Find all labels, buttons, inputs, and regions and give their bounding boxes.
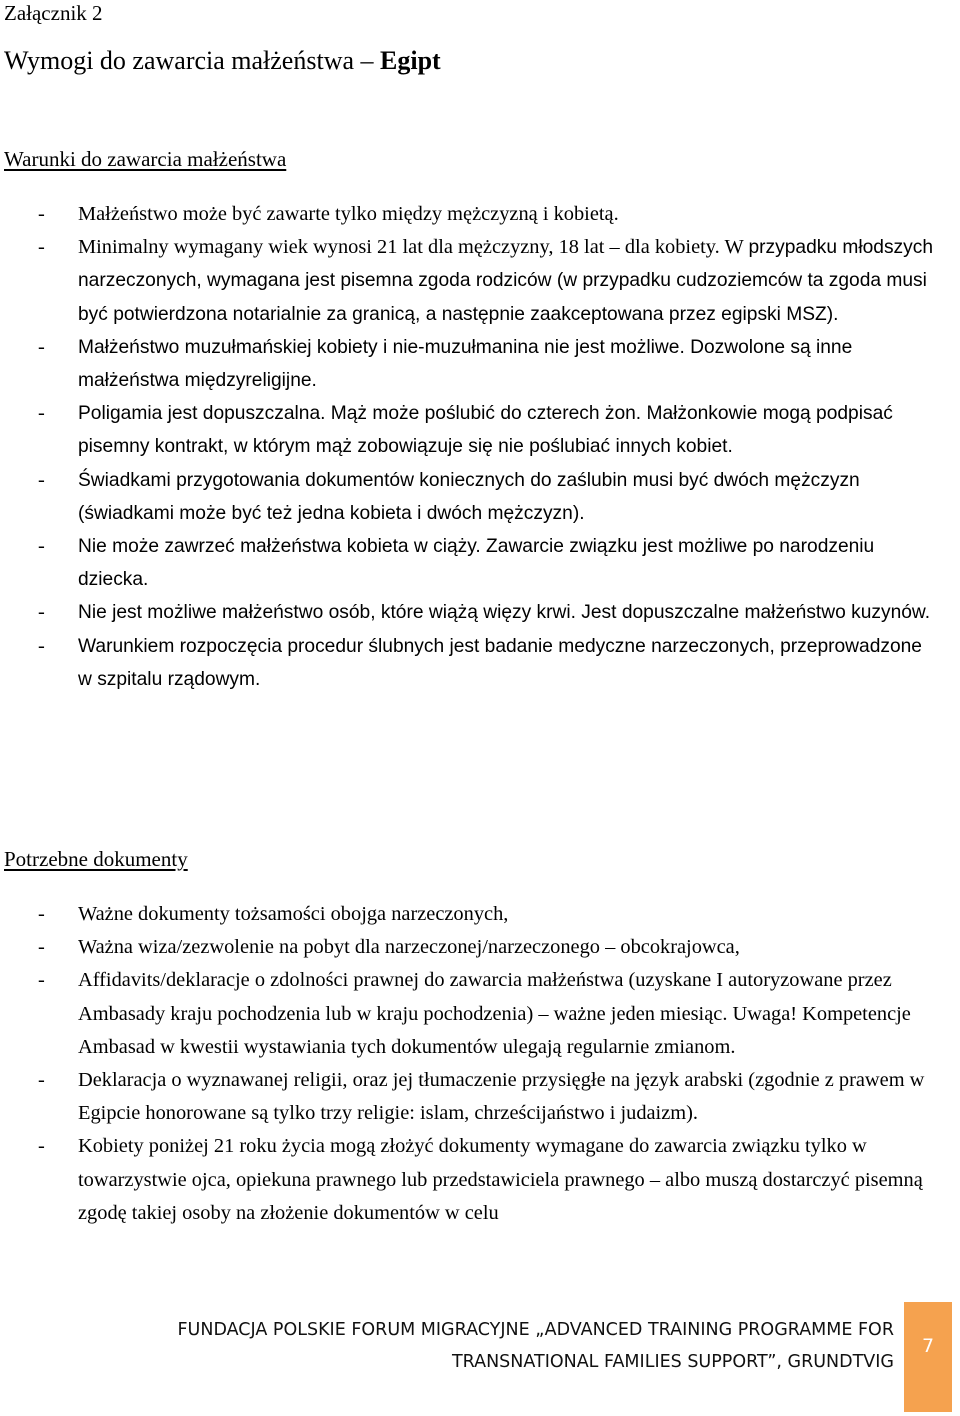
title-prefix: Wymogi do zawarcia małżeństwa – — [4, 46, 381, 75]
list-item-text: Nie może zawrzeć małżeństwa kobieta w ciąży. Zawarcie związku jest możliwe po narodzeniu dziecka. — [78, 536, 875, 591]
list-bullet: - — [38, 1069, 45, 1092]
list-bullet: - — [38, 936, 45, 959]
list-bullet: - — [38, 335, 45, 358]
list-item — [0, 596, 940, 629]
list-bullet: - — [38, 1135, 45, 1158]
documents-list — [0, 898, 940, 1230]
list-item-text: Deklaracja o wyznawanej religii, oraz jej tłumaczenie przysięgłe na język arabski (zgodnie z prawem w Egipcie honorowane są tylko trzy religie: islam, chrześcijaństwo i judaizm). — [78, 1069, 925, 1125]
list-item — [0, 464, 940, 530]
list-item-text: Affidavits/deklaracje o zdolności prawnej do zawarcia małżeństwa (uzyskane I autoryzowane przez Ambasady kraju pochodzenia lub w kraju pochodzenia) – ważne jeden miesiąc. Uwaga! Kompetencje Ambasad w kwestii wystawiania tych dokumentów ulegają regularnie zmianom. — [78, 969, 911, 1058]
list-item-text: Ważne dokumenty tożsamości obojga narzeczonych, — [78, 903, 509, 925]
list-item — [0, 397, 940, 463]
title-country: Egipt — [380, 46, 441, 75]
list-bullet: - — [38, 535, 45, 558]
list-item-text: Świadkami przygotowania dokumentów koniecznych do zaślubin musi być dwóch mężczyzn (świadkami może być też jedna kobieta i dwóch mężczyzn). — [78, 469, 860, 524]
list-item-text: Małżeństwo muzułmańskiej kobiety i nie-muzułmanina nie jest możliwe. — [78, 336, 685, 358]
list-item-text: Minimalny wymagany wiek wynosi 21 lat dla mężczyzny, 18 lat – dla kobiety. W — [78, 236, 744, 259]
footer — [74, 1314, 894, 1378]
page-title — [4, 45, 441, 77]
list-bullet: - — [38, 634, 45, 657]
list-bullet: - — [38, 203, 45, 225]
list-item — [0, 964, 940, 1064]
list-item — [0, 1064, 940, 1130]
conditions-heading: Warunki do zawarcia małżeństwa — [4, 147, 287, 171]
list-item-text: Kobiety poniżej 21 roku życia mogą złożyć dokumenty wymagane do zawarcia związku tylko w towarzystwie ojca, opiekuna prawnego lub przedstawiciela prawnego – albo muszą dostarczyć pisemną zgodę takiej osoby na złożenie dokumentów w celu — [78, 1135, 923, 1224]
list-item — [0, 198, 940, 231]
list-bullet: - — [38, 468, 45, 491]
list-bullet: - — [38, 402, 45, 425]
footer-line-2: TRANSNATIONAL FAMILIES SUPPORT”, GRUNDTVIG — [451, 1352, 894, 1372]
list-item — [0, 630, 940, 696]
list-item — [0, 931, 940, 964]
conditions-list — [0, 198, 940, 696]
list-item — [0, 530, 940, 596]
annex-label: Załącznik 2 — [4, 1, 103, 25]
list-bullet: - — [38, 236, 45, 259]
list-item — [0, 231, 940, 331]
list-item — [0, 898, 940, 931]
list-bullet: - — [38, 903, 45, 925]
list-item-text: Nie jest możliwe małżeństwo osób, które wiążą więzy krwi. Jest dopuszczalne małżeństwo kuzynów. — [78, 602, 931, 624]
page-number-badge: 7 — [904, 1302, 952, 1412]
list-item-text: Warunkiem rozpoczęcia procedur ślubnych jest badanie medyczne narzeczonych, przeprowadzone w szpitalu rządowym. — [78, 635, 922, 690]
list-item-text: Poligamia jest dopuszczalna. Mąż może poślubić do czterech żon. — [78, 403, 642, 425]
list-item-text: Ważna wiza/zezwolenie na pobyt dla narzeczonej/narzeczonego – obcokrajowca, — [78, 936, 740, 959]
list-item-text-continued: przypadku młodszych narzeczonych, wymagana jest pisemna zgoda rodziców (w przypadku cudzoziemców ta zgoda musi być potwierdzona notarialnie za granicą, a następnie zaakceptowana przez egipski MSZ). — [78, 237, 933, 325]
list-bullet: - — [38, 969, 45, 992]
documents-heading: Potrzebne dokumenty — [4, 847, 188, 871]
list-item — [0, 1130, 940, 1230]
list-item-text-continued: Dozwolone są inne małżeństwa międzyreligijne. — [78, 336, 853, 392]
list-item-text-continued: Małżonkowie mogą podpisać pisemny kontrakt, w którym mąż zobowiązuje się nie poślubiać innych kobiet. — [78, 403, 893, 458]
list-item — [0, 331, 940, 397]
list-item-text: Małżeństwo może być zawarte tylko między mężczyzną i kobietą. — [78, 203, 619, 225]
list-bullet: - — [38, 601, 45, 624]
footer-line-1: FUNDACJA POLSKIE FORUM MIGRACYJNE „ADVANCED TRAINING PROGRAMME FOR — [177, 1320, 894, 1340]
